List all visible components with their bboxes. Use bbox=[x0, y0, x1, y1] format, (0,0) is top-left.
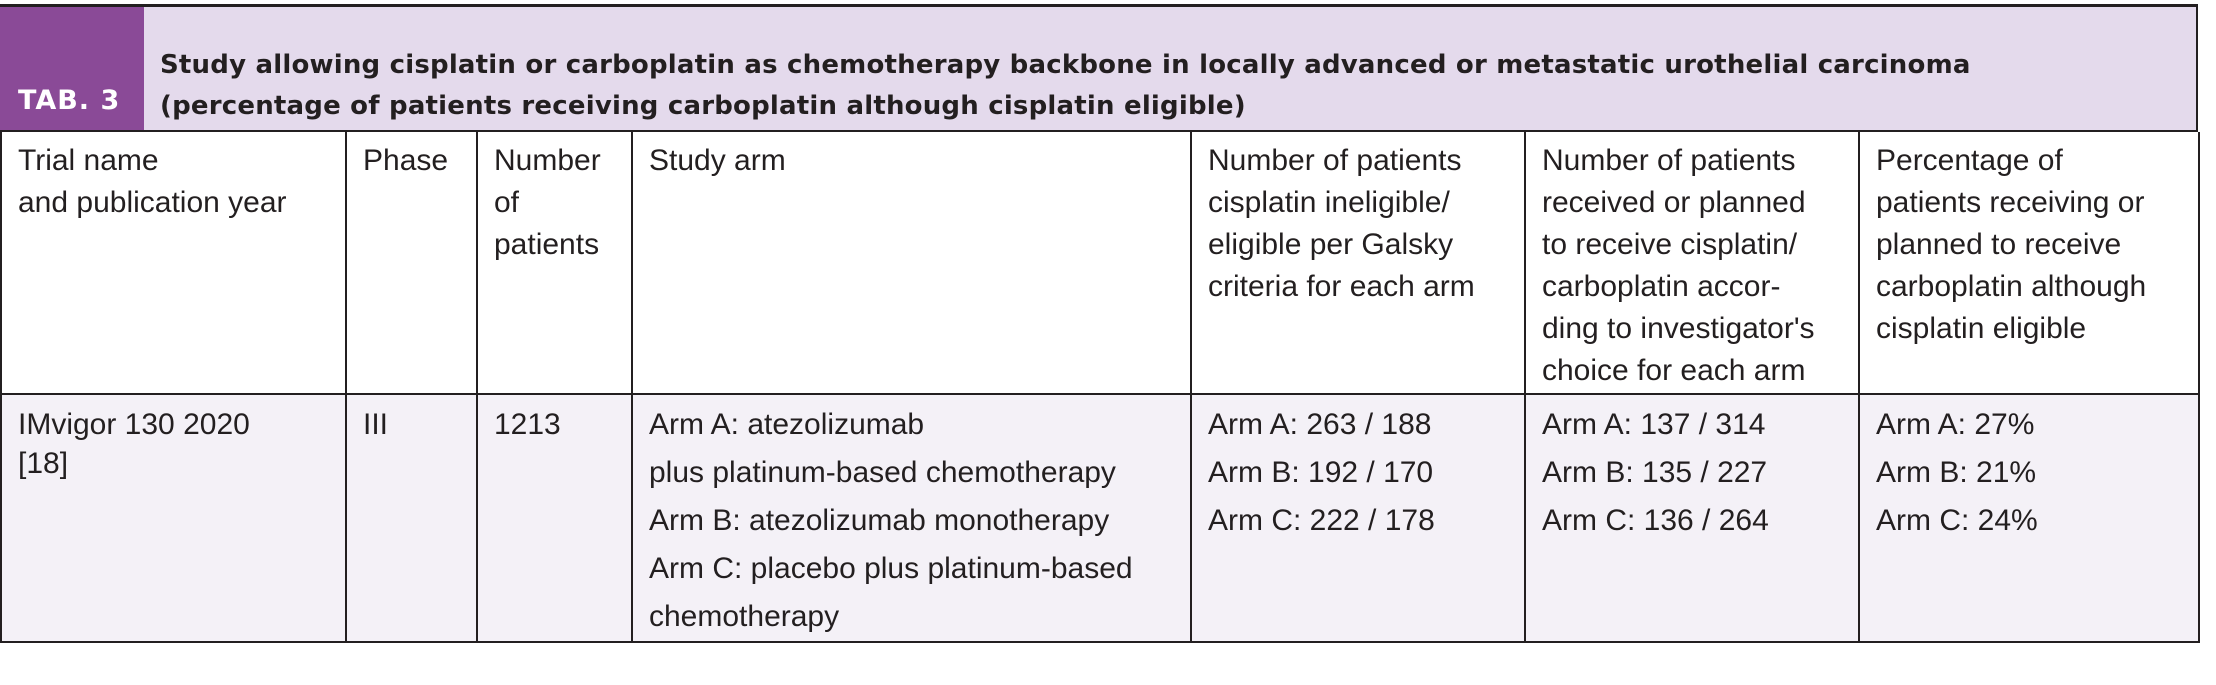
header-line: and publication year bbox=[18, 186, 287, 219]
header-line: Phase bbox=[363, 144, 449, 177]
caption-line-2: (percentage of patients receiving carboplatin although cisplatin eligible) bbox=[160, 91, 1246, 121]
header-line: Number of patients bbox=[1542, 144, 1796, 177]
table-header-bar bbox=[0, 4, 2198, 132]
study-arm-line: Arm B: atezolizumab monotherapy bbox=[649, 504, 1110, 537]
galsky-arm-c: Arm C: 222 / 178 bbox=[1208, 504, 1435, 537]
percentage-arm-c: Arm C: 24% bbox=[1876, 504, 2038, 537]
header-line: ding to investigator's bbox=[1542, 312, 1815, 345]
trial-reference: [18] bbox=[18, 447, 69, 480]
study-arm-line: plus platinum-based chemotherapy bbox=[649, 456, 1116, 489]
column-header-investigator bbox=[1525, 132, 1859, 394]
header-line: Study arm bbox=[649, 144, 786, 177]
investigator-arm-c: Arm C: 136 / 264 bbox=[1542, 504, 1769, 537]
header-line: criteria for each arm bbox=[1208, 270, 1475, 303]
investigator-arm-b: Arm B: 135 / 227 bbox=[1542, 456, 1768, 489]
header-line: patients bbox=[494, 228, 600, 261]
cell-phase bbox=[346, 394, 477, 642]
galsky-arm-b: Arm B: 192 / 170 bbox=[1208, 456, 1434, 489]
table-number-label: TAB. 3 bbox=[18, 85, 121, 116]
header-line: patients receiving or bbox=[1876, 186, 2145, 219]
investigator-arm-a: Arm A: 137 / 314 bbox=[1542, 408, 1766, 441]
study-arm-line: Arm C: placebo plus platinum-based bbox=[649, 552, 1133, 585]
column-header-percentage bbox=[1859, 132, 2199, 394]
column-header-trial bbox=[1, 132, 346, 394]
header-line: to receive cisplatin/ bbox=[1542, 228, 1798, 261]
header-line: cisplatin ineligible/ bbox=[1208, 186, 1450, 219]
column-header-galsky bbox=[1191, 132, 1525, 394]
trial-name: IMvigor 130 2020 bbox=[18, 408, 250, 441]
cell-percentage bbox=[1859, 394, 2199, 642]
header-line: Number of patients bbox=[1208, 144, 1462, 177]
study-arm-line: Arm A: atezolizumab bbox=[649, 408, 925, 441]
cell-study-arm bbox=[632, 394, 1191, 642]
galsky-arm-a: Arm A: 263 / 188 bbox=[1208, 408, 1432, 441]
header-line: cisplatin eligible bbox=[1876, 312, 2087, 345]
header-line: received or planned bbox=[1542, 186, 1806, 219]
header-line: carboplatin accor- bbox=[1542, 270, 1781, 303]
cell-patients bbox=[477, 394, 632, 642]
column-header-study-arm bbox=[632, 132, 1191, 394]
study-arm-line: chemotherapy bbox=[649, 600, 840, 633]
percentage-arm-b: Arm B: 21% bbox=[1876, 456, 2037, 489]
header-line: Percentage of bbox=[1876, 144, 2063, 177]
header-line: Trial name bbox=[18, 144, 159, 177]
data-table bbox=[0, 132, 2200, 643]
header-line: Number bbox=[494, 144, 601, 177]
column-header-patients bbox=[477, 132, 632, 394]
column-header-phase bbox=[346, 132, 477, 394]
table-number-badge bbox=[0, 7, 144, 130]
cell-galsky bbox=[1191, 394, 1525, 642]
caption-line-1: Study allowing cisplatin or carboplatin as chemotherapy backbone in locally advanced or metastatic urothelial carcinoma bbox=[160, 50, 1971, 80]
patients-value: 1213 bbox=[494, 408, 561, 441]
study-table bbox=[0, 4, 2198, 643]
table-row bbox=[1, 394, 2199, 642]
header-line: choice for each arm bbox=[1542, 354, 1806, 387]
header-line: of bbox=[494, 186, 520, 219]
header-line: planned to receive bbox=[1876, 228, 2122, 261]
header-line: eligible per Galsky bbox=[1208, 228, 1454, 261]
cell-investigator bbox=[1525, 394, 1859, 642]
table-header-row bbox=[1, 132, 2199, 394]
phase-value: III bbox=[363, 408, 389, 441]
percentage-arm-a: Arm A: 27% bbox=[1876, 408, 2035, 441]
table-caption bbox=[144, 7, 2198, 130]
header-line: carboplatin although bbox=[1876, 270, 2147, 303]
cell-trial bbox=[1, 394, 346, 642]
